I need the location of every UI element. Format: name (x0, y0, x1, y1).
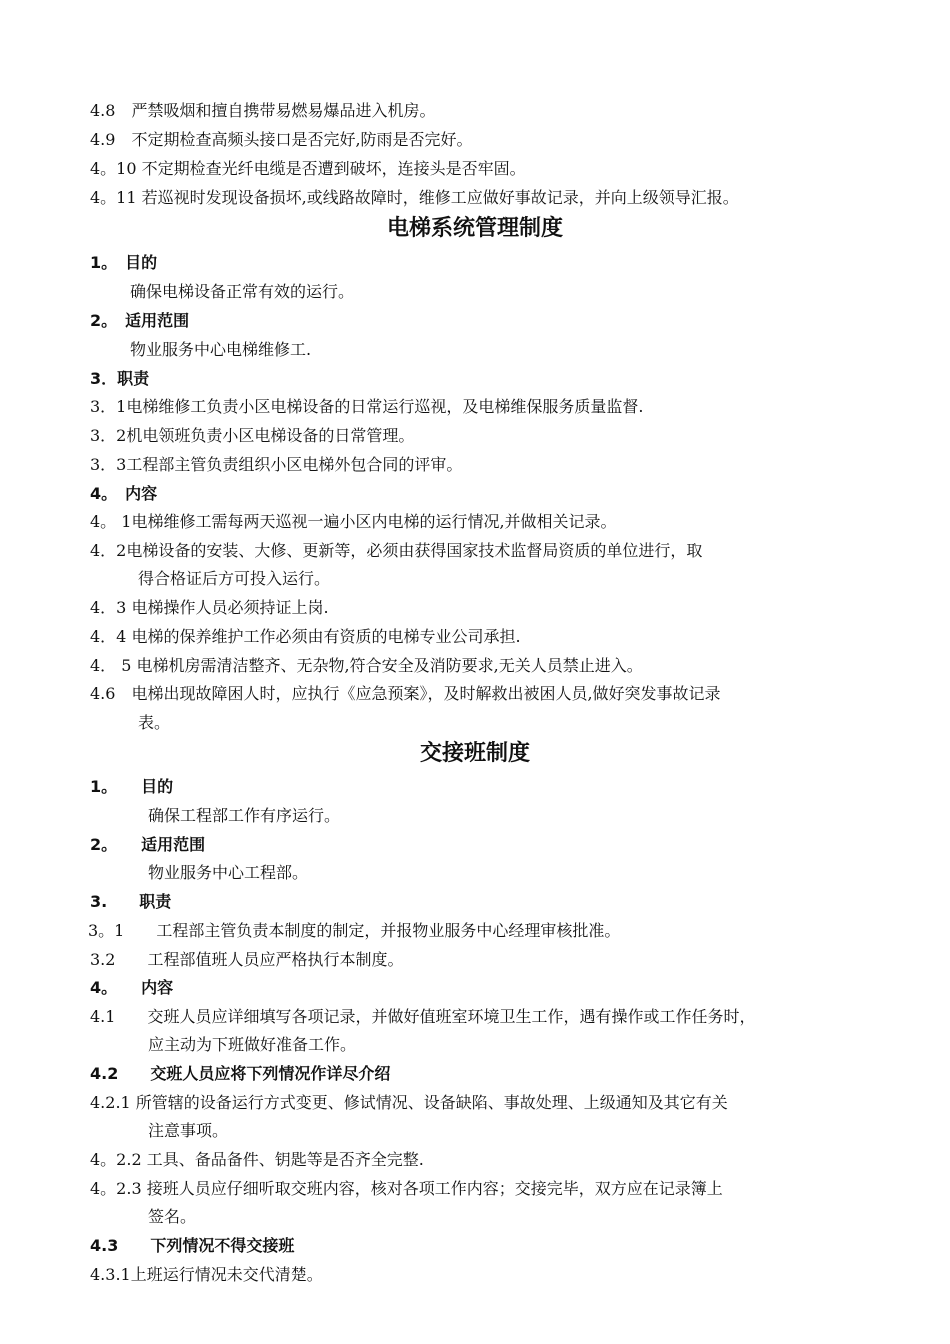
handover-clause-4-2-2: 4。2.2 工具、备品备件、钥匙等是否齐全完整. (90, 1150, 424, 1169)
elevator-clause-4-1: 4。 1电梯维修工需每两天巡视一遍小区内电梯的运行情况,并做相关记录。 (90, 512, 617, 531)
elevator-heading-duties: 3．职责 (90, 369, 150, 388)
elevator-clause-4-6-cont: 表。 (138, 713, 171, 732)
elevator-clause-4-6: 4.6 电梯出现故障困人时，应执行《应急预案》，及时解救出被困人员,做好突发事故记录 (90, 684, 721, 703)
handover-heading-content: 4。 内容 (90, 978, 174, 997)
handover-heading-4-2: 4.2 交班人员应将下列情况作详尽介绍 (90, 1064, 391, 1083)
elevator-scope-text: 物业服务中心电梯维修工. (130, 340, 312, 359)
handover-clause-4-1-cont: 应主动为下班做好准备工作。 (148, 1035, 357, 1054)
handover-heading-purpose: 1。 目的 (90, 777, 174, 796)
elevator-heading-content: 4。 内容 (90, 484, 158, 503)
elevator-heading-scope: 2。 适用范围 (90, 311, 190, 330)
elevator-clause-4-4: 4．4 电梯的保养维护工作必须由有资质的电梯专业公司承担. (90, 627, 521, 646)
elevator-section-title: 电梯系统管理制度 (386, 216, 563, 241)
clause-4-9: 4.9 不定期检查高频头接口是否完好,防雨是否完好。 (90, 130, 473, 149)
handover-clause-4-3-1: 4.3.1上班运行情况未交代清楚。 (90, 1265, 323, 1284)
handover-section-title: 交接班制度 (419, 741, 530, 766)
handover-clause-4-1: 4.1 交班人员应详细填写各项记录，并做好值班室环境卫生工作，遇有操作或工作任务时， (90, 1007, 756, 1026)
elevator-clause-3-1: 3．1电梯维修工负责小区电梯设备的日常运行巡视，及电梯维保服务质量监督. (90, 397, 644, 416)
handover-purpose-text: 确保工程部工作有序运行。 (148, 806, 341, 825)
elevator-clause-4-5: 4． 5 电梯机房需清洁整齐、无杂物,符合安全及消防要求,无关人员禁止进入。 (90, 656, 643, 675)
handover-heading-4-3: 4.3 下列情况不得交接班 (90, 1236, 295, 1255)
elevator-clause-4-2-cont: 得合格证后方可投入运行。 (138, 569, 331, 588)
handover-clause-4-2-1: 4.2.1 所管辖的设备运行方式变更、修试情况、设备缺陷、事故处理、上级通知及其它有关 (90, 1093, 728, 1112)
clause-4-11: 4。11 若巡视时发现设备损坏,或线路故障时，维修工应做好事故记录，并向上级领导汇报。 (90, 188, 739, 207)
clause-4-10: 4。10 不定期检查光纤电缆是否遭到破坏，连接头是否牢固。 (90, 159, 526, 178)
handover-clause-3-1: 3。1 工程部主管负责本制度的制定，并报物业服务中心经理审核批准。 (88, 921, 621, 940)
elevator-clause-4-2: 4．2电梯设备的安装、大修、更新等，必须由获得国家技术监督局资质的单位进行，取 (90, 541, 703, 560)
handover-heading-scope: 2。 适用范围 (90, 835, 206, 854)
handover-heading-duties: 3. 职责 (90, 892, 172, 911)
elevator-purpose-text: 确保电梯设备正常有效的运行。 (130, 282, 355, 301)
elevator-heading-purpose: 1。 目的 (90, 253, 158, 272)
handover-clause-3-2: 3.2 工程部值班人员应严格执行本制度。 (90, 950, 404, 969)
elevator-clause-3-3: 3．3工程部主管负责组织小区电梯外包合同的评审。 (90, 455, 463, 474)
handover-scope-text: 物业服务中心工程部。 (148, 863, 309, 882)
clause-4-8: 4.8 严禁吸烟和擅自携带易燃易爆品进入机房。 (90, 101, 436, 120)
elevator-clause-4-3: 4．3 电梯操作人员必须持证上岗. (90, 598, 329, 617)
elevator-clause-3-2: 3．2机电领班负责小区电梯设备的日常管理。 (90, 426, 415, 445)
handover-clause-4-2-3: 4。2.3 接班人员应仔细听取交班内容，核对各项工作内容；交接完毕，双方应在记录簿上 (90, 1179, 723, 1198)
handover-clause-4-2-1-cont: 注意事项。 (148, 1121, 229, 1140)
handover-clause-4-2-3-cont: 签名。 (148, 1207, 197, 1226)
